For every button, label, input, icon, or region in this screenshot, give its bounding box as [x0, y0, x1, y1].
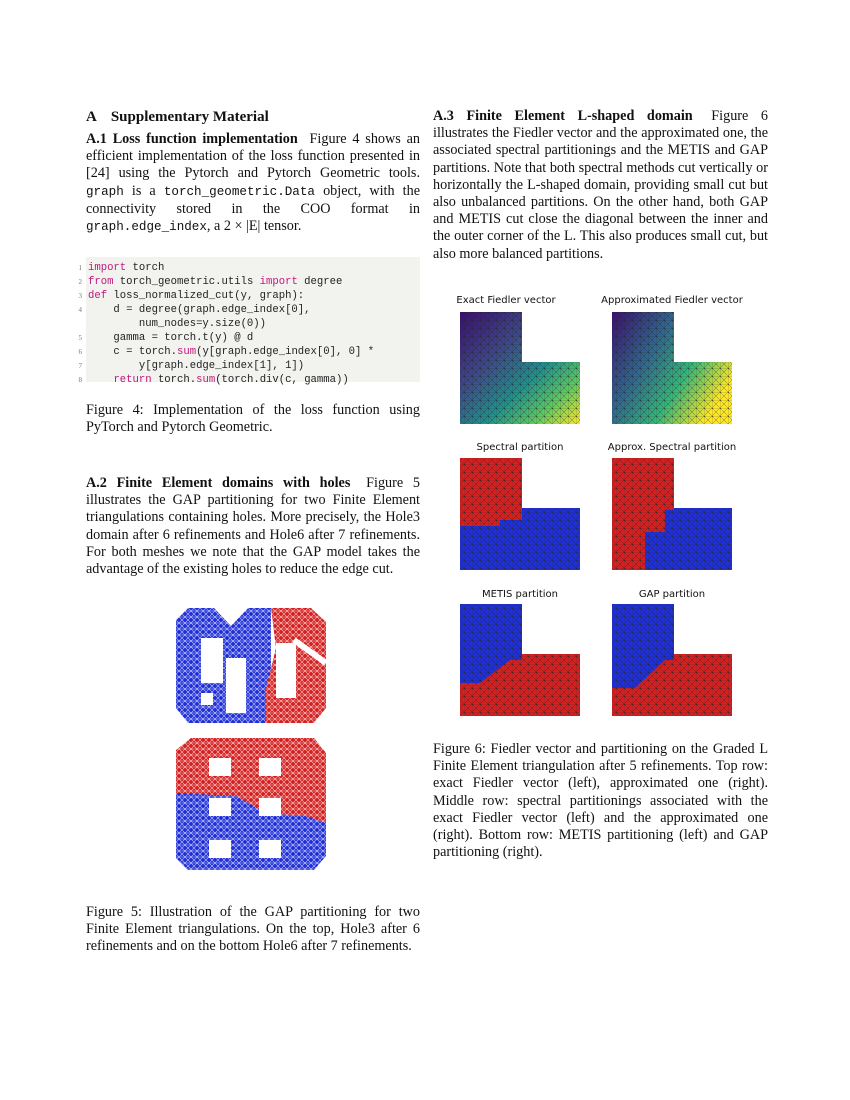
fig6-title-gap: GAP partition: [638, 589, 706, 600]
code-line-number: 3: [78, 292, 82, 300]
code-text: num_nodes=y.size(0)): [88, 318, 267, 330]
hole3-mesh: [176, 608, 326, 723]
code-keyword: import: [88, 262, 127, 274]
a1-text-2: is a: [131, 182, 156, 199]
section-title: Supplementary Material: [110, 109, 269, 125]
figure-6-caption: Figure 6: Fiedler vector and partitioning on the Graded L Finite Element triangulation after 5 refinements. Top row: exact Fiedler vector (left), approximated one (right). Middle row: spectral partitionings associated with the exact Fiedler vector (left) and the approximated one (right). Bottom row: METIS partitioning (left) and GAP partitioning (right).: [433, 741, 768, 861]
figure-4-caption: Figure 4: Implementation of the loss function using PyTorch and Pytorch Geometric.: [86, 402, 420, 436]
a1-code-data: torch_geometric.Data: [163, 184, 315, 199]
code-line-number: 4: [78, 306, 82, 314]
a3-paragraph: [433, 108, 768, 263]
a2-text: Figure 5 illustrates the GAP partitioning for two Finite Element triangulations containing holes. More precisely, the Hole3 domain after 6 refinements and Hole6 after 7 refinements. For both meshes we note that the GAP model takes the advantage of the existing holes to reduce the edge cut.: [86, 475, 421, 578]
code-keyword: from: [88, 276, 114, 288]
a1-paragraph: [86, 131, 420, 236]
fig6-metis-mesh: [460, 604, 580, 716]
code-line-number: 8: [78, 376, 82, 384]
code-line-number: 7: [78, 362, 82, 370]
a1-code-graph: graph: [86, 184, 124, 199]
fig6-title-metis: METIS partition: [482, 589, 558, 600]
figure-6-image: [440, 288, 770, 728]
a3-text: Figure 6 illustrates the Fiedler vector and the approximated one, the associated spectral partitionings and the METIS and GAP partitions. Note that both spectral methods cut vertically or horizontally the L-shaped domain, providing small cut but also unbalanced partitions. On the other hand, both GAP and METIS cut close the diagonal between the inner and the outer corner of the L. This also produces small cut, but also more balanced partitions.: [433, 108, 769, 262]
code-text: torch.: [151, 374, 197, 386]
a2-heading: A.2 Finite Element domains with holes: [86, 475, 351, 491]
hole6-mesh: [176, 738, 326, 870]
fig6-approx-fiedler-mesh: [612, 312, 732, 424]
fig6-approx-spectral-mesh: [612, 458, 732, 570]
code-text: loss_normalized_cut(y, graph):: [107, 290, 305, 302]
a1-text-3: object, with the connectivity stored in the COO format in: [86, 182, 421, 217]
a1-text-1: Figure 4 shows an efficient implementation of the loss function presented in [24] using the Pytorch and Pytorch Geometric tools.: [86, 131, 420, 182]
code-text: d = degree(graph.edge_index[0],: [88, 304, 311, 316]
code-text: y[graph.edge_index[1], 1]): [88, 360, 305, 372]
code-keyword: def: [88, 290, 108, 302]
code-text: gamma = torch.t(y) @ d: [88, 332, 254, 344]
code-text: torch: [126, 262, 165, 274]
fig6-title-spectral: Spectral partition: [476, 442, 564, 453]
fig6-title-exact-fiedler: Exact Fiedler vector: [456, 295, 556, 306]
code-text: torch_geometric.utils: [113, 276, 260, 288]
code-line-number: 5: [78, 334, 82, 342]
a3-heading: A.3 Finite Element L-shaped domain: [433, 108, 693, 124]
a1-text-4: , a 2 × |E| tensor.: [206, 218, 302, 235]
a2-paragraph: [86, 475, 420, 578]
code-line-number: 6: [78, 348, 82, 356]
fig6-spectral-mesh: [460, 458, 580, 570]
fig6-title-approx-spectral: Approx. Spectral partition: [607, 442, 737, 453]
code-keyword: import: [259, 276, 298, 288]
code-text: c = torch.: [88, 346, 178, 358]
code-keyword: return: [113, 374, 152, 386]
right-column: [433, 108, 768, 263]
code-listing: [78, 257, 420, 386]
fig6-exact-fiedler-mesh: [460, 312, 580, 424]
a2-block: [86, 475, 420, 578]
code-line-number: 1: [78, 264, 82, 272]
a1-heading: A.1 Loss function implementation: [86, 131, 298, 147]
figure-5-image: [176, 608, 331, 870]
fig6-gap-mesh: [612, 604, 732, 716]
fig6-title-approx-fiedler: Approximated Fiedler vector: [601, 295, 743, 306]
code-text: degree: [297, 276, 343, 288]
code-text: (y[graph.edge_index[0], 0] *: [196, 346, 375, 358]
code-keyword: sum: [196, 374, 216, 386]
section-number: A: [86, 109, 97, 125]
code-text: [88, 374, 113, 386]
code-line-number: 2: [78, 278, 82, 286]
code-keyword: sum: [177, 346, 197, 358]
section-heading: [86, 108, 420, 126]
figure-5-caption: Figure 5: Illustration of the GAP partitioning for two Finite Element triangulations. On the top, Hole3 after 6 refinements and on the bottom Hole6 after 7 refinements.: [86, 904, 420, 955]
code-text: (torch.div(c, gamma)): [215, 374, 349, 386]
left-column: [86, 108, 420, 236]
a1-code-edge-index: graph.edge_index: [86, 220, 207, 235]
